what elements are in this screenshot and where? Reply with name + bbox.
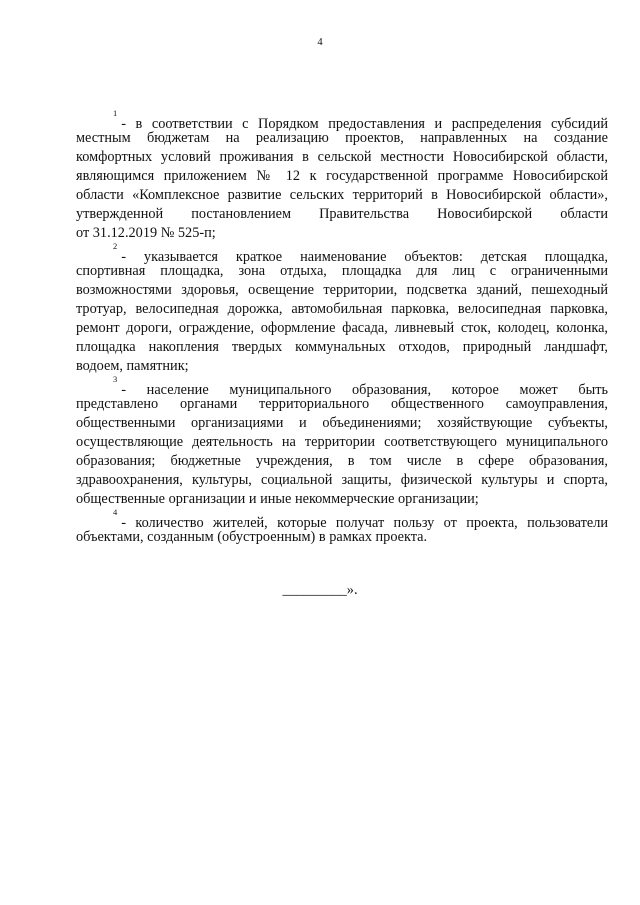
footnote-2-line-3: возможностями здоровья, освещение территории, подсветка зданий, пешеходный	[76, 282, 608, 298]
footnote-1-text: - в соответствии с Порядком предоставления и распределения субсидий	[121, 115, 608, 132]
footnote-2-line-7: водоем, памятник;	[76, 358, 189, 374]
footnote-1-line-3: комфортных условий проживания в сельской местности Новосибирской области,	[76, 149, 608, 165]
closing-line: _________».	[282, 582, 358, 598]
footnote-3-text: - население муниципального образования, которое может быть	[121, 381, 608, 398]
footnote-1-line-7: от 31.12.2019 № 525-п;	[76, 225, 216, 241]
footnote-2-line-4: тротуар, велосипедная дорожка, автомобильная парковка, велосипедная парковка,	[76, 301, 608, 317]
footnote-3-line-4: осуществляющие деятельность на территории соответствующего муниципального	[76, 434, 608, 450]
footnote-3-line-2: представлено органами территориального общественного самоуправления,	[76, 396, 608, 412]
footnote-1-line-1	[113, 108, 608, 132]
footnote-2-line-5: ремонт дороги, ограждение, оформление фасада, ливневый сток, колодец, колонка,	[76, 320, 608, 336]
footnote-1-line-6: утвержденной постановлением Правительства Новосибирской области	[76, 206, 608, 222]
footnote-3-line-3: общественными организациями и объединениями; хозяйствующие субъекты,	[76, 415, 608, 431]
footnote-3-marker: 3	[113, 374, 118, 384]
footnote-3-line-7: общественные организации и иные некоммерческие организации;	[76, 491, 479, 507]
footnote-4-marker: 4	[113, 507, 118, 517]
footnote-1-line-2: местным бюджетам на реализацию проектов, направленных на создание	[76, 130, 608, 146]
footnote-3-line-6: здравоохранения, культуры, социальной защиты, физической культуры и спорта,	[76, 472, 608, 488]
footnote-3-line-1	[113, 374, 608, 398]
footnote-2-line-6: площадка накопления твердых коммунальных отходов, природный ландшафт,	[76, 339, 608, 355]
footnote-3-line-5: образования; бюджетные учреждения, в том числе в сфере образования,	[76, 453, 608, 469]
footnote-1-line-5: области «Комплексное развитие сельских территорий в Новосибирской области»,	[76, 187, 608, 203]
footnote-1-line-4: являющимся приложением № 12 к государственной программе Новосибирской	[76, 168, 608, 184]
footnote-4-text: - количество жителей, которые получат пользу от проекта, пользователи	[121, 514, 608, 531]
footnote-2-text: - указывается краткое наименование объектов: детская площадка,	[121, 248, 608, 265]
footnote-2-line-2: спортивная площадка, зона отдыха, площадка для лиц с ограниченными	[76, 263, 608, 279]
footnote-1-marker: 1	[113, 108, 118, 118]
page-number: 4	[317, 37, 323, 48]
footnote-2-line-1	[113, 241, 608, 265]
footnote-2-marker: 2	[113, 241, 118, 251]
footnote-4-line-1	[113, 507, 608, 531]
footnote-4-line-2: объектами, созданным (обустроенным) в рамках проекта.	[76, 529, 428, 545]
